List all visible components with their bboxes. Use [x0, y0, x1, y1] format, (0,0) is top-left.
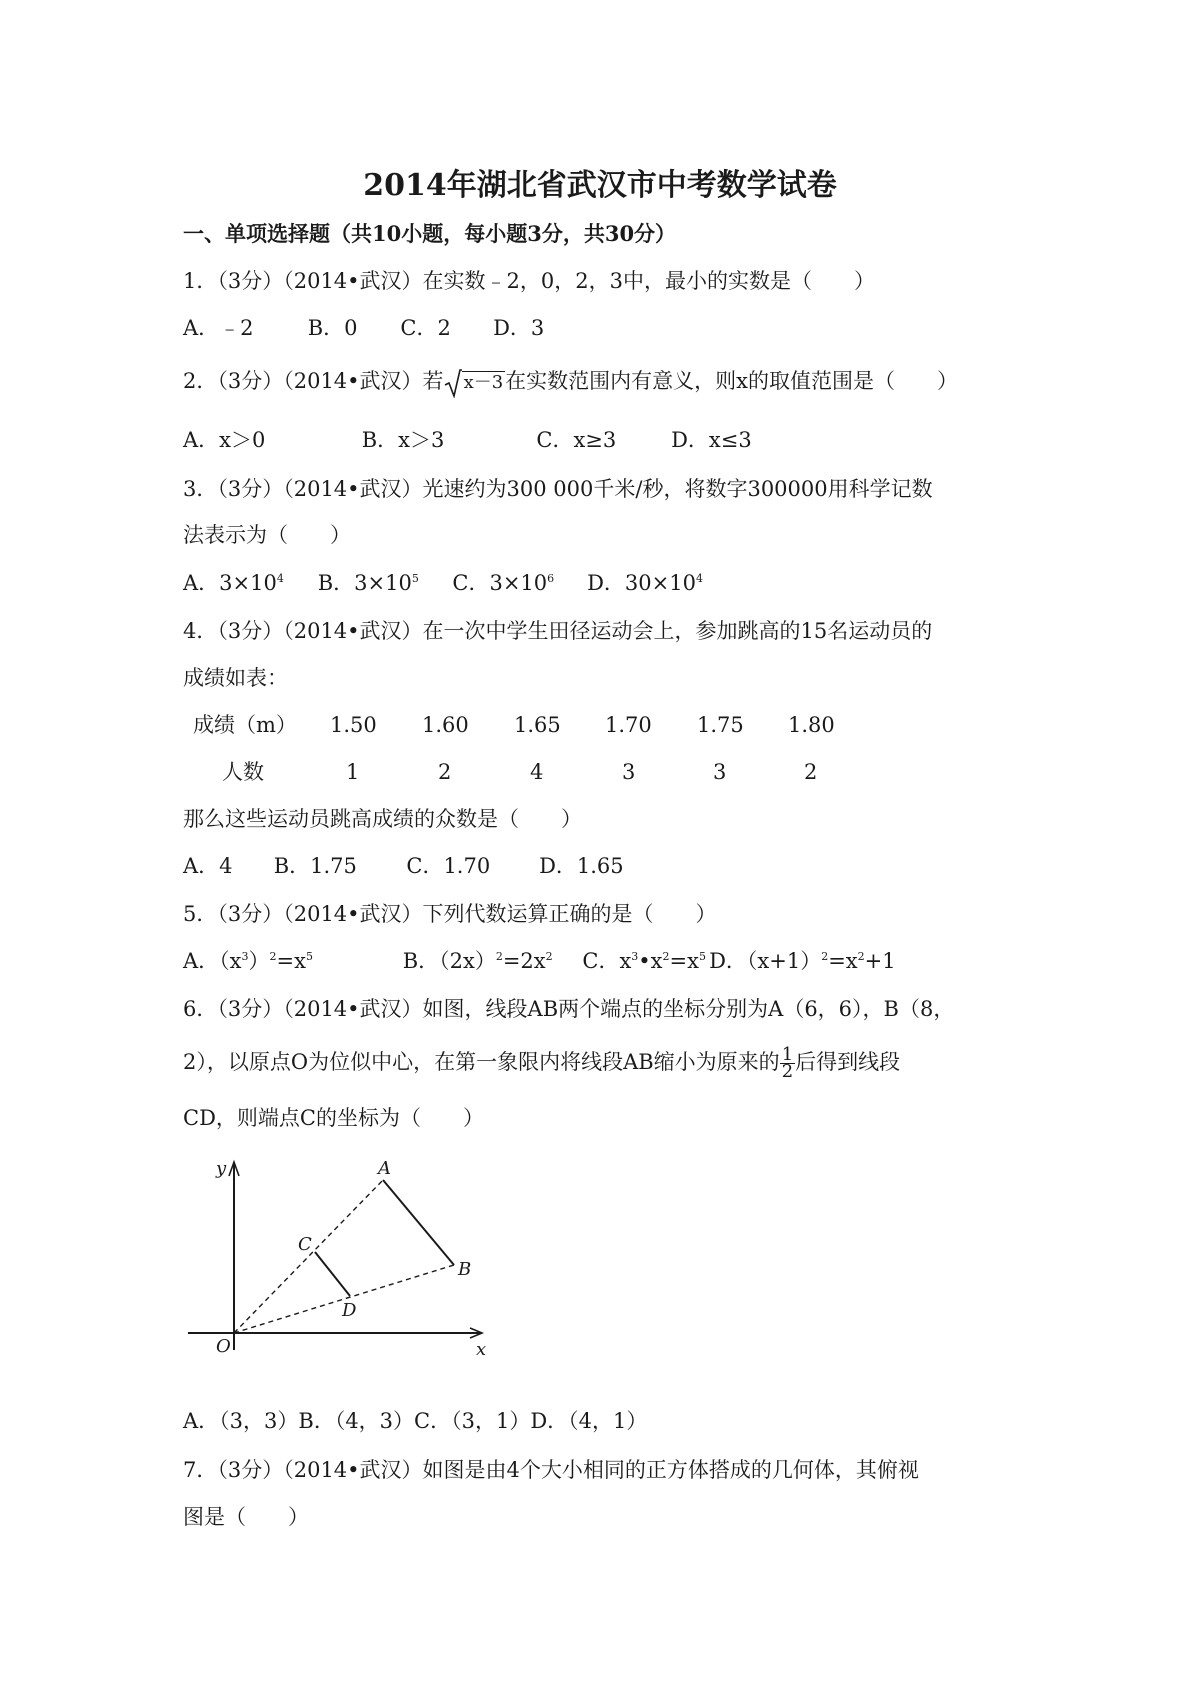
question-5-options	[183, 946, 896, 976]
question-2-stem	[183, 366, 958, 398]
option-a: A．x＞0	[183, 428, 266, 452]
stem-part: 2），以原点O为位似中心，在第一象限内将线段AB缩小为原来的	[183, 1050, 780, 1074]
option-b: B．1.75	[273, 854, 357, 878]
coordinate-figure	[180, 1150, 500, 1360]
option-a: A．﹣2	[183, 316, 254, 340]
table-cell: 1.70	[605, 713, 652, 737]
option-d: D．1.65	[539, 854, 624, 878]
question-6-stem-line2	[183, 1044, 901, 1082]
table-cell: 1.50	[330, 713, 377, 737]
table-cell: 3	[713, 760, 727, 784]
table-cell: 1.60	[422, 713, 469, 737]
label-o: O	[216, 1336, 231, 1357]
ray-oa	[234, 1180, 383, 1333]
radical-sign-icon	[444, 368, 462, 398]
option-d: D．$30\times 10^4$	[587, 571, 703, 595]
question-3-stem-line2: 法表示为（ ）	[183, 523, 351, 547]
question-7-stem-line1: 7．（3分）（2014•武汉）如图是由4个大小相同的正方体搭成的几何体，其俯视	[183, 1458, 919, 1482]
question-6-options: A．（3，3）B．（4，3）C．（3，1）D．（4，1）	[183, 1409, 648, 1433]
square-root	[444, 367, 506, 399]
label-x: x	[476, 1339, 487, 1360]
segment-ab	[383, 1180, 454, 1265]
label-c: C	[298, 1234, 312, 1255]
question-6-stem-line1: 6．（3分）（2014•武汉）如图，线段AB两个端点的坐标分别为A（6，6），B（8，	[183, 997, 955, 1021]
option-b: B．x＞3	[361, 428, 445, 452]
question-4-stem-line3: 那么这些运动员跳高成绩的众数是（ ）	[183, 807, 582, 831]
stem-part: 后得到线段	[795, 1050, 901, 1074]
table-cell: 1.65	[514, 713, 561, 737]
question-7-stem-line2: 图是（ ）	[183, 1505, 309, 1529]
question-1-options	[183, 313, 544, 343]
stem-suffix: 在实数范围内有意义，则x的取值范围是（ ）	[505, 369, 959, 393]
table-cell: 4	[530, 760, 544, 784]
question-4-stem-line2: 成绩如表：	[183, 666, 288, 690]
radicand: x－3	[463, 372, 504, 394]
option-c: C．1.70	[406, 854, 491, 878]
option-d: D．3	[493, 316, 545, 340]
question-6-stem-line3: CD，则端点C的坐标为（ ）	[183, 1106, 484, 1130]
stem-prefix: 2．（3分）（2014•武汉）若	[183, 369, 444, 393]
table-cell: 3	[622, 760, 636, 784]
option-c: C．2	[400, 316, 451, 340]
option-c: C．$x^3•x^2=x^5$	[582, 949, 706, 973]
option-d: D．$(x+1)^2=x^2+1$	[709, 949, 896, 973]
question-1-stem: 1．（3分）（2014•武汉）在实数﹣2，0，2，3中，最小的实数是（ ）	[183, 269, 875, 293]
option-c: C．$3\times 10^6$	[452, 571, 555, 595]
option-b: B．0	[307, 316, 358, 340]
option-a: A．$3\times 10^4$	[183, 571, 284, 595]
option-d: D．x≤3	[671, 428, 752, 452]
option-a: A．$(x^3)^2=x^5$	[183, 949, 313, 973]
table-row2-header: 人数	[222, 760, 264, 784]
page-title: 2014年湖北省武汉市中考数学试卷	[363, 168, 837, 203]
question-5-stem: 5．（3分）（2014•武汉）下列代数运算正确的是（ ）	[183, 902, 717, 926]
label-d: D	[342, 1300, 357, 1321]
option-a: A．4	[183, 854, 233, 878]
question-4-stem-line1: 4．（3分）（2014•武汉）在一次中学生田径运动会上，参加跳高的15名运动员的	[183, 619, 933, 643]
option-b: B．$3\times 10^5$	[317, 571, 419, 595]
label-y: y	[216, 1158, 227, 1179]
label-a: A	[378, 1158, 391, 1179]
table-cell: 2	[804, 760, 818, 784]
option-b: B．$(2x)^2=2x^2$	[402, 949, 553, 973]
question-4-options	[183, 851, 624, 881]
table-cell: 1.80	[788, 713, 835, 737]
question-2-options	[183, 425, 752, 455]
table-cell: 1.75	[697, 713, 744, 737]
table-cell: 2	[438, 760, 452, 784]
option-c: C．x≥3	[536, 428, 617, 452]
score-table	[0, 710, 1200, 790]
label-b: B	[458, 1259, 472, 1280]
table-row1-header: 成绩（m）	[193, 713, 297, 737]
table-cell: 1	[346, 760, 360, 784]
section-heading: 一、单项选择题（共10小题，每小题3分，共30分）	[183, 221, 677, 246]
question-3-stem-line1: 3．（3分）（2014•武汉）光速约为300 000千米/秒，将数字300000用科学记数	[183, 477, 933, 501]
fraction: $\frac{1}{2}$	[781, 1044, 794, 1082]
question-3-options	[183, 568, 703, 598]
segment-cd	[315, 1252, 350, 1296]
